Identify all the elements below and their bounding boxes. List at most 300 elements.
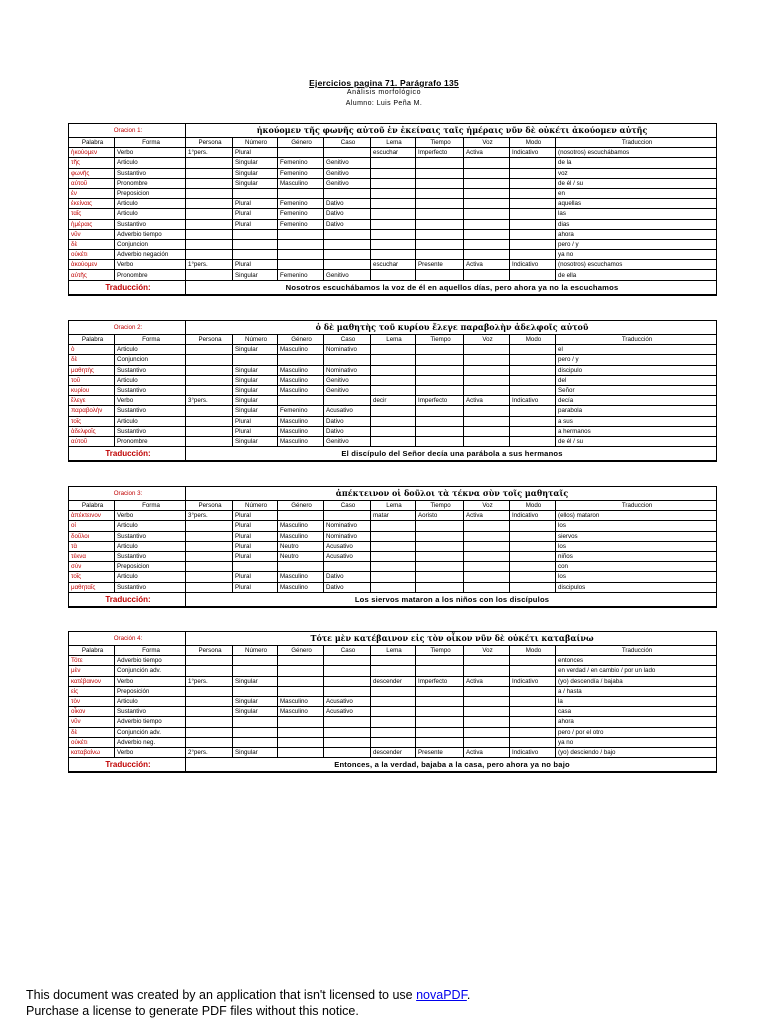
analysis-cell: Genitivo xyxy=(324,436,371,446)
analysis-cell xyxy=(233,737,278,747)
analysis-cell xyxy=(371,355,416,365)
analysis-cell xyxy=(186,531,233,541)
analysis-cell: Plural xyxy=(233,582,278,592)
word-cell: δοῦλοι xyxy=(69,531,115,541)
analysis-cell: Indicativo xyxy=(510,747,556,757)
translation-label: Traducción: xyxy=(69,280,186,295)
word-cell: τὸν xyxy=(69,696,115,706)
analysis-cell: Presente xyxy=(416,747,464,757)
analysis-cell: 1°pers. xyxy=(186,260,233,270)
analysis-cell: Nominativo xyxy=(324,365,371,375)
analysis-cell: Aoristo xyxy=(416,511,464,521)
word-cell: δὲ xyxy=(69,239,115,249)
analysis-cell: Singular xyxy=(233,270,278,280)
column-header-traduccion: Traduccion xyxy=(556,501,717,511)
analysis-cell xyxy=(371,178,416,188)
table-row xyxy=(69,260,717,270)
analysis-cell: Plural xyxy=(233,426,278,436)
notice-text: This document was created by an application that isn't licensed to use xyxy=(26,988,417,1002)
analysis-cell xyxy=(278,188,324,198)
analysis-cell: Sustantivo xyxy=(115,582,186,592)
analysis-cell: Singular xyxy=(233,158,278,168)
column-header: Número xyxy=(233,335,278,345)
analysis-cell: Plural xyxy=(233,148,278,158)
analysis-cell: Verbo xyxy=(115,396,186,406)
analysis-cell: ahora xyxy=(556,717,717,727)
analysis-cell xyxy=(371,551,416,561)
analysis-cell xyxy=(371,250,416,260)
analysis-cell xyxy=(464,541,510,551)
analysis-cell: Sustantivo xyxy=(115,551,186,561)
analysis-cell: Activa xyxy=(464,747,510,757)
analysis-cell xyxy=(371,656,416,666)
analysis-cell: Masculino xyxy=(278,426,324,436)
word-cell: αὐτοῦ xyxy=(69,178,115,188)
analysis-cell: ya no xyxy=(556,737,717,747)
analysis-table xyxy=(68,486,717,608)
word-cell: δὲ xyxy=(69,727,115,737)
analysis-cell: a sus xyxy=(556,416,717,426)
analysis-cell: voz xyxy=(556,168,717,178)
analysis-cell xyxy=(464,521,510,531)
analysis-cell xyxy=(464,375,510,385)
analysis-cell xyxy=(416,406,464,416)
analysis-cell xyxy=(371,727,416,737)
table-row xyxy=(69,676,717,686)
analysis-cell xyxy=(416,436,464,446)
word-cell: νῦν xyxy=(69,717,115,727)
analysis-cell: Plural xyxy=(233,521,278,531)
analysis-cell xyxy=(278,676,324,686)
analysis-cell xyxy=(371,717,416,727)
analysis-cell: discipulo xyxy=(556,365,717,375)
analysis-cell: Plural xyxy=(233,551,278,561)
analysis-cell: 1°pers. xyxy=(186,148,233,158)
analysis-cell xyxy=(416,737,464,747)
word-cell: μὲν xyxy=(69,666,115,676)
analysis-cell: en xyxy=(556,188,717,198)
analysis-cell xyxy=(233,717,278,727)
analysis-cell xyxy=(510,345,556,355)
analysis-cell xyxy=(186,696,233,706)
analysis-cell xyxy=(416,727,464,737)
analysis-cell xyxy=(416,717,464,727)
column-header: Número xyxy=(233,501,278,511)
word-cell: τοῦ xyxy=(69,375,115,385)
analysis-cell: Sustantivo xyxy=(115,531,186,541)
greek-sentence: ἠκούομεν τῆς φωνῆς αὐτοῦ ἐν ἐκείναις ταῖς ἡμέραις νῦν δὲ οὐκέτι ἀκούομεν αὐτῆς xyxy=(186,124,717,138)
analysis-cell xyxy=(416,209,464,219)
analysis-cell: Indicativo xyxy=(510,260,556,270)
analysis-cell xyxy=(186,406,233,416)
analysis-cell xyxy=(416,521,464,531)
sentence-label: Oracion 2: xyxy=(69,321,186,335)
novapdf-link[interactable]: novaPDF xyxy=(416,988,467,1002)
table-row xyxy=(69,375,717,385)
translation-label: Traducción: xyxy=(69,447,186,462)
analysis-cell: Articulo xyxy=(115,375,186,385)
analysis-cell: parabola xyxy=(556,406,717,416)
analysis-cell xyxy=(186,375,233,385)
analysis-cell xyxy=(186,436,233,446)
analysis-cell xyxy=(416,572,464,582)
column-header: Voz xyxy=(464,646,510,656)
analysis-cell: Plural xyxy=(233,209,278,219)
analysis-cell xyxy=(371,229,416,239)
analysis-cell xyxy=(324,727,371,737)
analysis-cell xyxy=(416,250,464,260)
analysis-cell xyxy=(278,250,324,260)
analysis-cell xyxy=(416,666,464,676)
analysis-cell: Masculino xyxy=(278,572,324,582)
analysis-cell xyxy=(416,416,464,426)
column-header: Tiempo xyxy=(416,501,464,511)
analysis-cell xyxy=(416,239,464,249)
analysis-cell: Sustantivo xyxy=(115,219,186,229)
analysis-cell xyxy=(371,666,416,676)
analysis-cell xyxy=(371,375,416,385)
table-row xyxy=(69,562,717,572)
translation-text: Nosotros escuchábamos la voz de él en aquellos días, pero ahora ya no la escuchamos xyxy=(186,280,717,295)
table-row xyxy=(69,551,717,561)
analysis-cell: con xyxy=(556,562,717,572)
analysis-cell: Conjuncion xyxy=(115,355,186,365)
analysis-cell: Articulo xyxy=(115,521,186,531)
analysis-cell xyxy=(510,365,556,375)
word-cell: τοῖς xyxy=(69,572,115,582)
analysis-cell: de él / su xyxy=(556,436,717,446)
analysis-cell: Indicativo xyxy=(510,148,556,158)
analysis-cell: Activa xyxy=(464,676,510,686)
table-row xyxy=(69,572,717,582)
analysis-cell xyxy=(278,511,324,521)
table-row xyxy=(69,385,717,395)
column-header: Modo xyxy=(510,335,556,345)
analysis-cell: Femenino xyxy=(278,270,324,280)
analysis-cell xyxy=(416,686,464,696)
column-header: Palabra xyxy=(69,335,115,345)
analysis-cell xyxy=(186,727,233,737)
column-header: Persona xyxy=(186,335,233,345)
analysis-cell: decía xyxy=(556,396,717,406)
analysis-cell: Singular xyxy=(233,676,278,686)
analysis-cell: Preposicion xyxy=(115,562,186,572)
analysis-cell xyxy=(416,696,464,706)
word-cell: τὰ xyxy=(69,541,115,551)
analysis-cell xyxy=(324,511,371,521)
analysis-cell: Acusativo xyxy=(324,551,371,561)
analysis-cell xyxy=(186,541,233,551)
analysis-cell: Sustantivo xyxy=(115,168,186,178)
column-header-traduccion: Traducción xyxy=(556,335,717,345)
analysis-cell: Presente xyxy=(416,260,464,270)
analysis-cell xyxy=(416,355,464,365)
column-header: Modo xyxy=(510,646,556,656)
analysis-cell: Imperfecto xyxy=(416,148,464,158)
analysis-cell: Pronombre xyxy=(115,178,186,188)
analysis-cell: de la xyxy=(556,158,717,168)
table-row xyxy=(69,656,717,666)
column-header: Tiempo xyxy=(416,646,464,656)
analysis-cell xyxy=(278,229,324,239)
analysis-cell: Activa xyxy=(464,511,510,521)
analysis-cell: Masculino xyxy=(278,531,324,541)
analysis-cell: Singular xyxy=(233,396,278,406)
analysis-cell xyxy=(510,199,556,209)
analysis-cell: ahora xyxy=(556,229,717,239)
column-header: Tiempo xyxy=(416,335,464,345)
analysis-cell xyxy=(371,582,416,592)
analysis-cell xyxy=(464,168,510,178)
analysis-cell xyxy=(464,345,510,355)
column-header: Tiempo xyxy=(416,138,464,148)
analysis-cell: Neutro xyxy=(278,541,324,551)
analysis-cell xyxy=(510,355,556,365)
table-row xyxy=(69,229,717,239)
analysis-cell xyxy=(371,541,416,551)
analysis-cell xyxy=(371,426,416,436)
table-row xyxy=(69,747,717,757)
analysis-cell xyxy=(416,199,464,209)
analysis-cell xyxy=(416,707,464,717)
analysis-cell: Plural xyxy=(233,219,278,229)
analysis-cell xyxy=(186,365,233,375)
table-row xyxy=(69,511,717,521)
analysis-cell xyxy=(278,737,324,747)
analysis-cell xyxy=(464,250,510,260)
analysis-cell xyxy=(324,355,371,365)
analysis-cell xyxy=(186,158,233,168)
analysis-cell: Imperfecto xyxy=(416,396,464,406)
analysis-cell xyxy=(464,426,510,436)
analysis-cell: escuchar xyxy=(371,260,416,270)
word-cell: τοῖς xyxy=(69,416,115,426)
analysis-cell xyxy=(510,229,556,239)
analysis-cell: Acusativo xyxy=(324,406,371,416)
analysis-cell: matar xyxy=(371,511,416,521)
analysis-cell: Masculino xyxy=(278,521,324,531)
analysis-cell xyxy=(464,406,510,416)
analysis-cell xyxy=(324,737,371,747)
analysis-table xyxy=(68,631,717,773)
analysis-cell xyxy=(371,199,416,209)
analysis-cell: Conjunción adv. xyxy=(115,666,186,676)
analysis-cell xyxy=(464,178,510,188)
analysis-cell xyxy=(186,229,233,239)
column-header: Persona xyxy=(186,138,233,148)
analysis-cell: 2°pers. xyxy=(186,747,233,757)
analysis-cell: Plural xyxy=(233,199,278,209)
table-row xyxy=(69,406,717,416)
analysis-cell xyxy=(464,686,510,696)
analysis-cell xyxy=(416,531,464,541)
analysis-cell: (nosotros) escuchamos xyxy=(556,260,717,270)
analysis-cell: Articulo xyxy=(115,696,186,706)
analysis-cell: Masculino xyxy=(278,365,324,375)
table-row xyxy=(69,345,717,355)
analysis-cell xyxy=(416,365,464,375)
analysis-cell xyxy=(510,406,556,416)
analysis-cell xyxy=(278,148,324,158)
analysis-cell: del xyxy=(556,375,717,385)
analysis-cell xyxy=(324,260,371,270)
translation-text: Los siervos mataron a los niños con los discípulos xyxy=(186,592,717,607)
analysis-cell xyxy=(186,209,233,219)
analysis-cell: ya no xyxy=(556,250,717,260)
table-row xyxy=(69,531,717,541)
analysis-cell xyxy=(510,219,556,229)
analysis-cell: Masculino xyxy=(278,436,324,446)
analysis-cell xyxy=(371,572,416,582)
analysis-cell xyxy=(186,250,233,260)
analysis-cell xyxy=(510,541,556,551)
word-cell: φωνῆς xyxy=(69,168,115,178)
analysis-cell xyxy=(510,239,556,249)
analysis-cell: Adverbio neg. xyxy=(115,737,186,747)
column-header: Caso xyxy=(324,646,371,656)
analysis-cell xyxy=(464,229,510,239)
analysis-cell: Dativo xyxy=(324,416,371,426)
analysis-cell: Singular xyxy=(233,365,278,375)
analysis-cell: Plural xyxy=(233,531,278,541)
table-row xyxy=(69,416,717,426)
sentence-block-3 xyxy=(68,486,716,608)
analysis-cell xyxy=(510,531,556,541)
analysis-cell xyxy=(416,229,464,239)
sentence-block-1 xyxy=(68,123,716,296)
analysis-cell xyxy=(186,199,233,209)
analysis-cell: Singular xyxy=(233,375,278,385)
column-header: Palabra xyxy=(69,138,115,148)
word-cell: μαθητὴς xyxy=(69,365,115,375)
analysis-cell xyxy=(186,355,233,365)
analysis-cell: 3°pers. xyxy=(186,396,233,406)
analysis-cell xyxy=(233,727,278,737)
analysis-cell xyxy=(186,219,233,229)
analysis-cell: las xyxy=(556,209,717,219)
table-row xyxy=(69,365,717,375)
analysis-cell xyxy=(371,158,416,168)
analysis-cell xyxy=(233,188,278,198)
table-row xyxy=(69,396,717,406)
analysis-cell xyxy=(510,727,556,737)
word-cell: ἀπέκτεινον xyxy=(69,511,115,521)
license-notice xyxy=(26,987,470,1019)
analysis-cell xyxy=(324,686,371,696)
analysis-cell xyxy=(416,219,464,229)
analysis-cell: la xyxy=(556,696,717,706)
analysis-cell: Plural xyxy=(233,572,278,582)
analysis-cell: Verbo xyxy=(115,747,186,757)
analysis-cell: Sustantivo xyxy=(115,365,186,375)
analysis-cell xyxy=(464,239,510,249)
analysis-cell xyxy=(510,168,556,178)
analysis-cell: Preposición xyxy=(115,686,186,696)
analysis-cell: (ellos) mataron xyxy=(556,511,717,521)
analysis-cell: Genitivo xyxy=(324,385,371,395)
analysis-cell xyxy=(278,260,324,270)
analysis-cell xyxy=(186,582,233,592)
analysis-cell xyxy=(186,168,233,178)
analysis-cell xyxy=(510,416,556,426)
analysis-cell xyxy=(510,656,556,666)
table-row xyxy=(69,737,717,747)
analysis-cell xyxy=(510,385,556,395)
analysis-cell: Pronombre xyxy=(115,436,186,446)
analysis-cell xyxy=(278,747,324,757)
word-cell: τῆς xyxy=(69,158,115,168)
analysis-cell xyxy=(186,737,233,747)
translation-label: Traducción: xyxy=(69,592,186,607)
table-row xyxy=(69,717,717,727)
column-header: Palabra xyxy=(69,501,115,511)
analysis-cell xyxy=(510,270,556,280)
translation-label: Traducción: xyxy=(69,758,186,773)
analysis-cell: los xyxy=(556,572,717,582)
analysis-cell: descender xyxy=(371,747,416,757)
analysis-cell xyxy=(510,188,556,198)
analysis-cell xyxy=(464,219,510,229)
translation-text: Entonces, a la verdad, bajaba a la casa, pero ahora ya no bajo xyxy=(186,758,717,773)
notice-period: . xyxy=(466,988,471,1002)
column-header: Género xyxy=(278,501,324,511)
analysis-cell: Masculino xyxy=(278,345,324,355)
analysis-cell xyxy=(371,737,416,747)
analysis-cell xyxy=(324,239,371,249)
analysis-cell: Singular xyxy=(233,406,278,416)
analysis-cell xyxy=(464,707,510,717)
table-row xyxy=(69,209,717,219)
analysis-cell xyxy=(186,686,233,696)
analysis-cell xyxy=(278,656,324,666)
analysis-cell: Femenino xyxy=(278,209,324,219)
sentence-block-2 xyxy=(68,320,716,462)
analysis-cell: Masculino xyxy=(278,375,324,385)
analysis-cell xyxy=(510,696,556,706)
analysis-cell xyxy=(186,426,233,436)
analysis-cell: Articulo xyxy=(115,199,186,209)
analysis-cell xyxy=(464,385,510,395)
analysis-cell xyxy=(464,656,510,666)
word-cell: κατέβαινον xyxy=(69,676,115,686)
analysis-cell: de ella xyxy=(556,270,717,280)
table-row xyxy=(69,239,717,249)
analysis-cell xyxy=(464,355,510,365)
analysis-cell: Sustantivo xyxy=(115,406,186,416)
column-header: Género xyxy=(278,335,324,345)
analysis-cell xyxy=(324,656,371,666)
notice-line-2: Purchase a license to generate PDF files without this notice. xyxy=(26,1004,359,1018)
analysis-cell xyxy=(278,666,324,676)
analysis-cell: Masculino xyxy=(278,582,324,592)
analysis-cell xyxy=(464,416,510,426)
analysis-cell xyxy=(186,416,233,426)
analysis-cell xyxy=(324,717,371,727)
analysis-cell xyxy=(416,541,464,551)
analysis-cell: decir xyxy=(371,396,416,406)
analysis-cell: Conjuncion xyxy=(115,239,186,249)
word-cell: οὐκέτι xyxy=(69,737,115,747)
analysis-table xyxy=(68,320,717,462)
analysis-cell xyxy=(186,656,233,666)
analysis-cell: Femenino xyxy=(278,219,324,229)
analysis-cell xyxy=(510,707,556,717)
analysis-cell xyxy=(464,436,510,446)
analysis-cell xyxy=(371,696,416,706)
column-header: Caso xyxy=(324,138,371,148)
analysis-cell xyxy=(464,727,510,737)
analysis-cell: Genitivo xyxy=(324,178,371,188)
